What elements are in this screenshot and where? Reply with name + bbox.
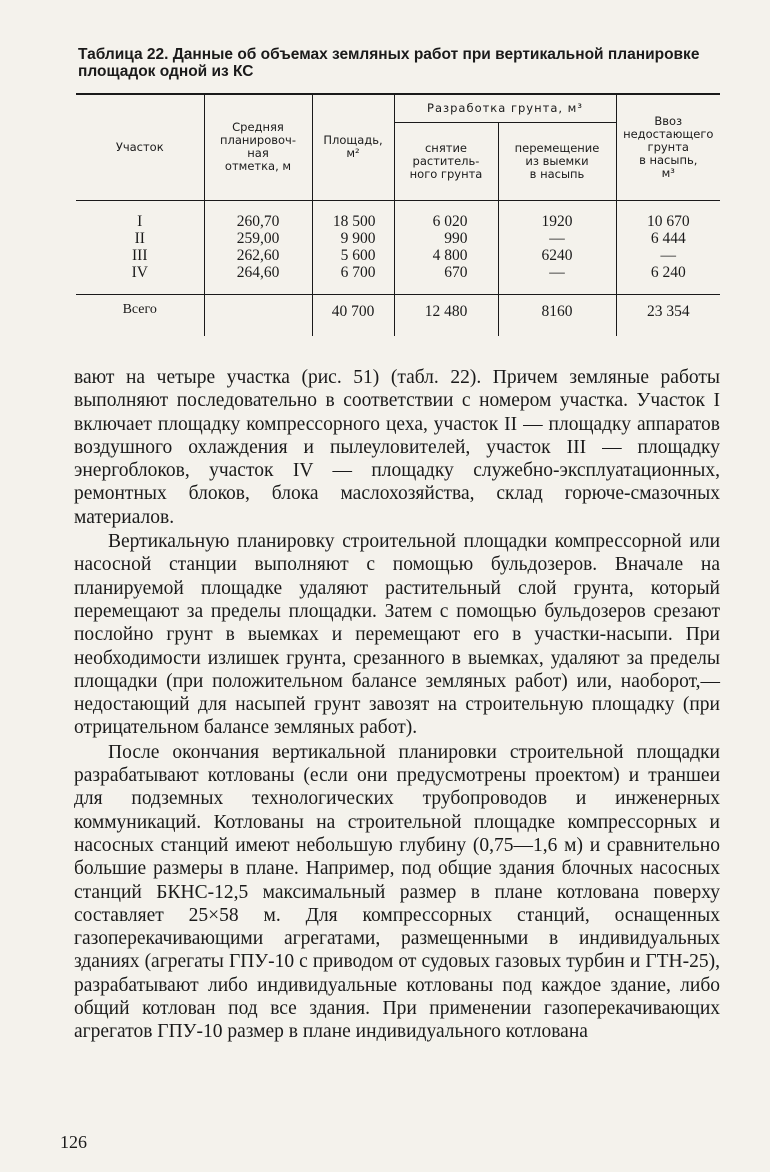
cell-total-peremesh: 8160 [498,294,616,336]
header-snyatie: снятие раститель- ного грунта [394,122,498,200]
table-row-total [76,294,720,336]
cell-uchastok: I II III IV [131,212,148,281]
header-mark: Средняя планировоч- ная отметка, м [204,94,312,200]
header-peremesh: перемещение из выемки в насыпь [498,122,616,200]
header-area: Площадь, м² [312,94,394,200]
cell-area: 18 500 9 900 5 600 6 700 [312,200,394,294]
body-text [74,366,720,1044]
cell-vvoz: 10 670 6 444 — 6 240 [616,200,720,294]
paragraph-2: Вертикальную планировку строительной площадки компрессорной или насосной станции выполняют с помощью бульдозеров. Вначале на планируемой площадке удаляют растительный слой грунта, который перемещают за пределы площадки. Затем с помощью бульдозеров срезают послойно грунт в выемках и перемещают его в участки-насыпи. При необходимости излишек грунта, срезанного в выемках, удаляют за пределы площадки (при положительном балансе земляных работ) или, наоборот,— недостающий для насыпей грунт завозят на строительную площадку (при отрицательном балансе земляных работ). [74,531,720,739]
header-razrabotka: Разработка грунта, м³ [394,94,616,122]
caption-line-1: Таблица 22. Данные об объемах земляных работ при вертикальной планировке [78,46,700,63]
paragraph-1: вают на четыре участка (рис. 51) (табл. 22). Причем земляные работы выполняют последовательно в соответствии с номером участка. Участок I включает площадку компрессорного цеха, участок II — площадку аппаратов воздушного охлаждения и пылеуловителей, участок III — площадку энергоблоков, участок IV — площадку служебно-эксплуатационных, ремонтных блоков, блока маслохозяйства, склад горюче-смазочных материалов. [74,367,720,528]
header-vvoz: Ввоз недостающего грунта в насыпь, м³ [616,94,720,200]
earthwork-table [76,93,720,336]
cell-total-area: 40 700 [312,294,394,336]
table-caption [78,46,728,80]
header-uchastok: Участок [76,94,204,200]
cell-total-mark [204,294,312,336]
cell-total-label: Всего [122,301,157,317]
cell-peremesh: 1920 — 6240 — [498,200,616,294]
cell-total-vvoz: 23 354 [616,294,720,336]
cell-mark: 260,70 259,00 262,60 264,60 [204,200,312,294]
page-number: 126 [60,1132,87,1152]
paragraph-3: После окончания вертикальной планировки строительной площадки разрабатывают котлованы (если они предусмотрены проектом) и траншеи для подземных технологических трубопроводов и инженерных коммуникаций. Котлованы на строительной площадке компрессорных и насосных станций имеют небольшую глубину (0,75—1,6 м) и сравнительно большие размеры в плане. Например, под общие здания блочных насосных станций БКНС-12,5 максимальный размер в плане котлована поверху составляет 25×58 м. Для компрессорных станций, оснащенных газоперекачивающими агрегатами, размещенными в индивидуальных зданиях (агрегаты ГПУ-10 с приводом от судовых газовых турбин и ГТН-25), разрабатывают либо индивидуальные котлованы под каждое здание, либо общий котлован под все здания. При применении газоперекачивающих агрегатов ГПУ-10 размер в плане индивидуального котлована [74,741,720,1043]
cell-snyatie: 6 020 990 4 800 670 [394,200,498,294]
table-row [76,200,720,294]
cell-total-snyatie: 12 480 [394,294,498,336]
caption-line-2: площадок одной из КС [78,63,254,80]
